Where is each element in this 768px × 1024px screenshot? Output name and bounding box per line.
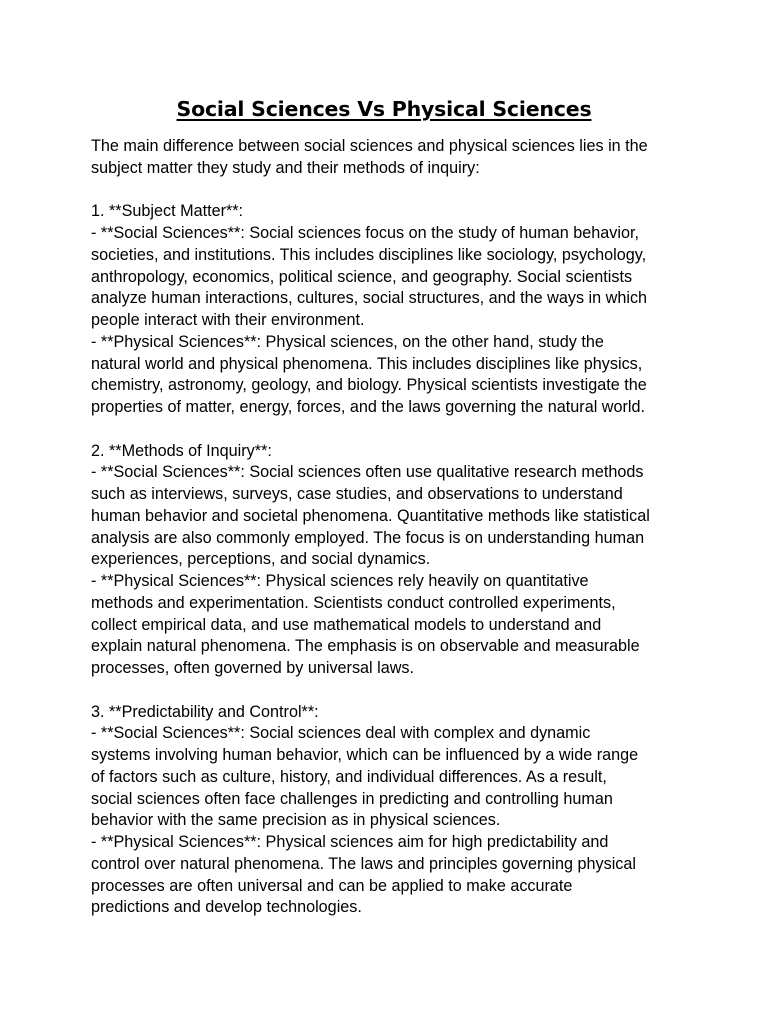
body-text-line: - **Physical Sciences**: Physical sciences aim for high predictability and [91,833,609,851]
document-title: Social Sciences Vs Physical Sciences [176,97,592,121]
document-body [91,136,691,919]
body-text-line: analyze human interactions, cultures, social structures, and the ways in which [91,289,648,308]
body-text-line: subject matter they study and their methods of inquiry: [91,158,480,177]
body-text-line: properties of matter, energy, forces, and the laws governing the natural world. [91,398,645,416]
body-text-line: 2. **Methods of Inquiry**: [91,441,272,460]
body-text-line: chemistry, astronomy, geology, and biology. Physical scientists investigate the [91,376,647,395]
body-text-line: methods and experimentation. Scientists conduct controlled experiments, [91,593,616,612]
body-text-line: systems involving human behavior, which can be influenced by a wide range [91,746,639,764]
body-text-line: behavior with the same precision as in physical sciences. [91,811,501,830]
paragraph-spacer [91,180,691,202]
body-text-line: social sciences often face challenges in predicting and controlling human [91,789,613,808]
paragraph-spacer [91,419,691,441]
body-text-line: control over natural phenomena. The laws and principles governing physical [91,854,636,873]
body-text-line: - **Social Sciences**: Social sciences often use qualitative research methods [91,463,644,482]
body-text-line: 1. **Subject Matter**: [91,202,244,221]
body-text-line: processes are often universal and can be applied to make accurate [91,876,573,895]
body-text-line: - **Physical Sciences**: Physical sciences, on the other hand, study the [91,332,604,351]
body-text-line: human behavior and societal phenomena. Quantitative methods like statistical [91,506,650,525]
body-text-line: explain natural phenomena. The emphasis is on observable and measurable [91,637,640,656]
body-text-line: analysis are also commonly employed. The focus is on understanding human [91,528,645,547]
body-text-line: of factors such as culture, history, and individual differences. As a result, [91,767,607,786]
body-text-line: collect empirical data, and use mathematical models to understand and [91,615,602,634]
body-text-line: anthropology, economics, political science, and geography. Social scientists [91,267,633,286]
paragraph-spacer [91,680,691,702]
body-text-line: 3. **Predictability and Control**: [91,702,319,721]
body-text-line: processes, often governed by universal laws. [91,659,415,677]
body-text-line: - **Social Sciences**: Social sciences deal with complex and dynamic [91,724,591,743]
body-text-line: societies, and institutions. This includes disciplines like sociology, psychology, [91,245,647,264]
body-text-line: experiences, perceptions, and social dynamics. [91,550,431,569]
body-text-line: predictions and develop technologies. [91,898,362,917]
body-text-line: such as interviews, surveys, case studies, and observations to understand [91,485,623,503]
body-text-line: - **Physical Sciences**: Physical sciences rely heavily on quantitative [91,572,589,590]
body-text-line: natural world and physical phenomena. This includes disciplines like physics, [91,354,643,373]
body-text-line: people interact with their environment. [91,311,365,329]
body-text-line: The main difference between social sciences and physical sciences lies in the [91,137,648,155]
body-text-line: - **Social Sciences**: Social sciences focus on the study of human behavior, [91,224,639,242]
